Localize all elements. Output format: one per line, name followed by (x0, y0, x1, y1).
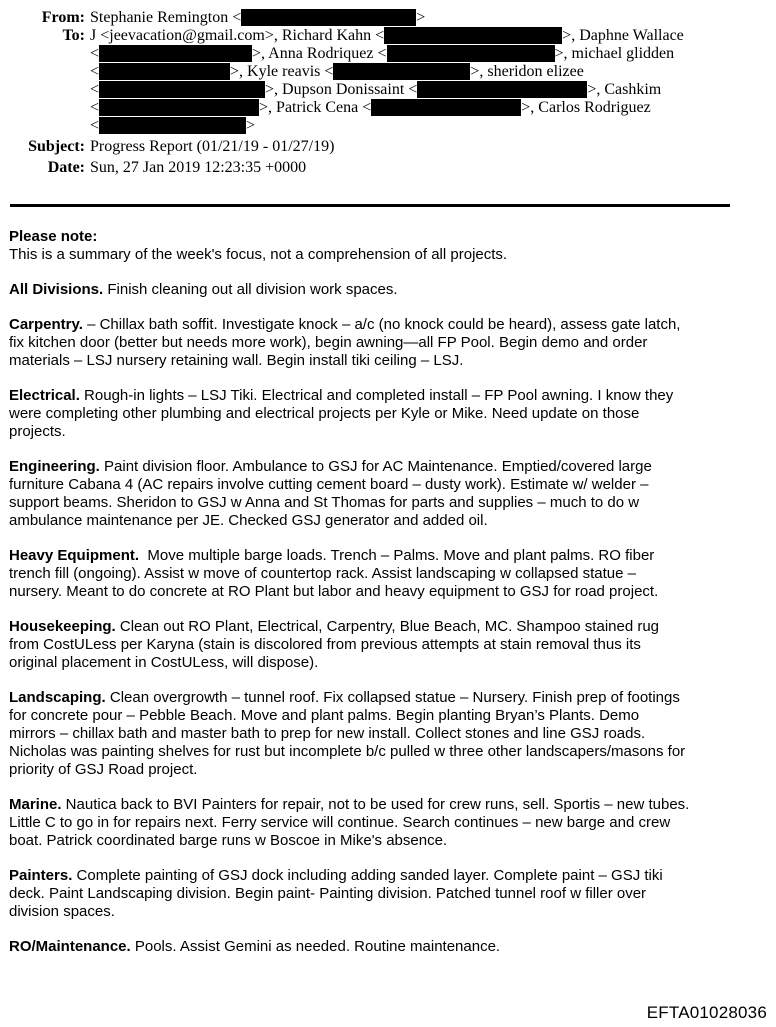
redaction-bar (387, 45, 555, 62)
header-field-value-date (90, 159, 776, 177)
header-field-label-to: To: (62, 27, 85, 44)
redaction-bar (99, 99, 259, 116)
header-text: > (246, 117, 256, 134)
body-paragraph: Marine. Nautica back to BVI Painters for repair, not to be used for crew runs, sell. Sportis – new tubes. Little C to go in for repairs next. Ferry service will continue. Search continues – new barge and crew boat. Patrick coordinated barge runs w Boscoe in Mike's absence. (9, 796, 690, 849)
header-text: Progress Report (01/21/19 - 01/27/19) (90, 138, 335, 155)
email-body (9, 228, 768, 956)
header-value-line (90, 9, 776, 27)
redaction-bar (241, 9, 416, 26)
header-text: >, Carlos Rodriguez (521, 99, 651, 116)
paragraph-lead: Electrical. (9, 387, 80, 404)
header-text: < (90, 81, 100, 98)
redaction-bar (333, 63, 470, 80)
paragraph-lead: Painters. (9, 867, 73, 884)
header-value-line (90, 159, 776, 177)
header-value-line (90, 45, 776, 63)
body-paragraph: Carpentry. – Chillax bath soffit. Investigate knock – a/c (no knock could be heard), assess gate latch, fix kitchen door (better but needs more work), begin awning—all FP Pool. Begin demo and order materials – LSJ nursery retaining wall. Begin install tiki ceiling – LSJ. (9, 316, 681, 369)
redaction-bar (384, 27, 562, 44)
header-text: >, Daphne Wallace (562, 27, 684, 44)
body-paragraph: RO/Maintenance. Pools. Assist Gemini as needed. Routine maintenance. (9, 938, 501, 955)
header-text: >, Patrick Cena < (259, 99, 372, 116)
paragraph-lead: Housekeeping. (9, 618, 116, 635)
header-field-value-subject (90, 138, 776, 156)
header-text: < (90, 99, 100, 116)
email-header (0, 0, 776, 177)
header-text: >, Cashkim (587, 81, 662, 98)
header-value-line (90, 117, 776, 135)
redaction-bar (371, 99, 521, 116)
redaction-bar (99, 117, 246, 134)
body-paragraph: Landscaping. Clean overgrowth – tunnel roof. Fix collapsed statue – Nursery. Finish prep of footings for concrete pour – Pebble Beach. Move and plant palms. Begin planting Bryan’s Plants. Demo mirrors – chillax bath and master bath to prep for new install. Collect stones and line GSJ roads. Nicholas was painting shelves for rust but incomplete b/c pulled w three other landscapers/masons for priority of GSJ Road project. (9, 689, 686, 778)
header-value-line (90, 81, 776, 99)
header-field-from (0, 9, 776, 27)
header-text: Stephanie Remington < (90, 9, 242, 26)
bates-number: EFTA01028036 (646, 1003, 767, 1022)
header-text: >, Anna Rodriquez < (252, 45, 387, 62)
body-paragraph: Electrical. Rough-in lights – LSJ Tiki. Electrical and completed install – FP Pool awning. I know they were completing other plumbing and electrical projects per Kyle or Mike. Need update on those projects. (9, 387, 674, 440)
paragraph-lead: All Divisions. (9, 281, 104, 298)
header-field-value-to (90, 27, 776, 135)
body-paragraph: Heavy Equipment. Move multiple barge loads. Trench – Palms. Move and plant palms. RO fiber trench fill (ongoing). Assist w move of countertop rack. Assist landscaping w collapsed statue – nursery. Meant to do concrete at RO Plant but labor and heavy equipment to GSJ for road project. (9, 547, 659, 600)
header-text: < (90, 45, 100, 62)
header-value-line (90, 63, 776, 81)
paragraph-lead: Marine. (9, 796, 62, 813)
header-value-line (90, 99, 776, 117)
header-field-label-date: Date: (47, 159, 85, 176)
header-field-date (0, 159, 776, 177)
header-text: >, Kyle reavis < (230, 63, 334, 80)
body-paragraph: All Divisions. Finish cleaning out all division work spaces. (9, 281, 398, 298)
paragraph-lead: Engineering. (9, 458, 100, 475)
header-field-subject (0, 138, 776, 156)
body-paragraph: Painters. Complete painting of GSJ dock including adding sanded layer. Complete paint – GSJ tiki deck. Paint Landscaping division. Begin paint- Painting division. Patched tunnel roof w filler over division spaces. (9, 867, 663, 920)
redaction-bar (99, 81, 265, 98)
header-text: Sun, 27 Jan 2019 12:23:35 +0000 (90, 159, 307, 176)
redaction-bar (99, 45, 252, 62)
header-field-to (0, 27, 776, 135)
header-text: J <jeevacation@gmail.com>, Richard Kahn < (90, 27, 385, 44)
header-field-label-subject: Subject: (28, 138, 85, 155)
paragraph-lead: Heavy Equipment. (9, 547, 140, 564)
redaction-bar (417, 81, 587, 98)
header-field-value-from (90, 9, 776, 27)
body-paragraph: Housekeeping. Clean out RO Plant, Electrical, Carpentry, Blue Beach, MC. Shampoo stained rug from CostULess per Karyna (stain is discolored from previous attempts at stain removal thus its original placement in CostULess, will dispose). (9, 618, 660, 671)
header-text: >, Dupson Donissaint < (265, 81, 418, 98)
header-divider (10, 204, 730, 207)
body-paragraph: Please note: This is a summary of the week's focus, not a comprehension of all projects. (9, 228, 508, 263)
header-field-label-from: From: (41, 9, 85, 26)
paragraph-lead: Carpentry. (9, 316, 83, 333)
paragraph-lead: RO/Maintenance. (9, 938, 131, 955)
body-paragraph: Engineering. Paint division floor. Ambulance to GSJ for AC Maintenance. Emptied/covered large furniture Cabana 4 (AC repairs involve cutting cement board – dusty work). Estimate w/ welder – support beams. Sheridon to GSJ w Anna and St Thomas for parts and supplies – much to do w ambulance maintenance per JE. Checked GSJ generator and added oil. (9, 458, 652, 529)
paragraph-lead: Landscaping. (9, 689, 106, 706)
header-value-line (90, 138, 776, 156)
header-text: >, michael glidden (554, 45, 675, 62)
header-text: > (416, 9, 426, 26)
paragraph-lead: Please note: (9, 228, 98, 245)
header-text: < (90, 63, 100, 80)
redaction-bar (99, 63, 230, 80)
header-text: >, sheridon elizee (470, 63, 584, 80)
header-value-line (90, 27, 776, 45)
header-text: < (90, 117, 100, 134)
